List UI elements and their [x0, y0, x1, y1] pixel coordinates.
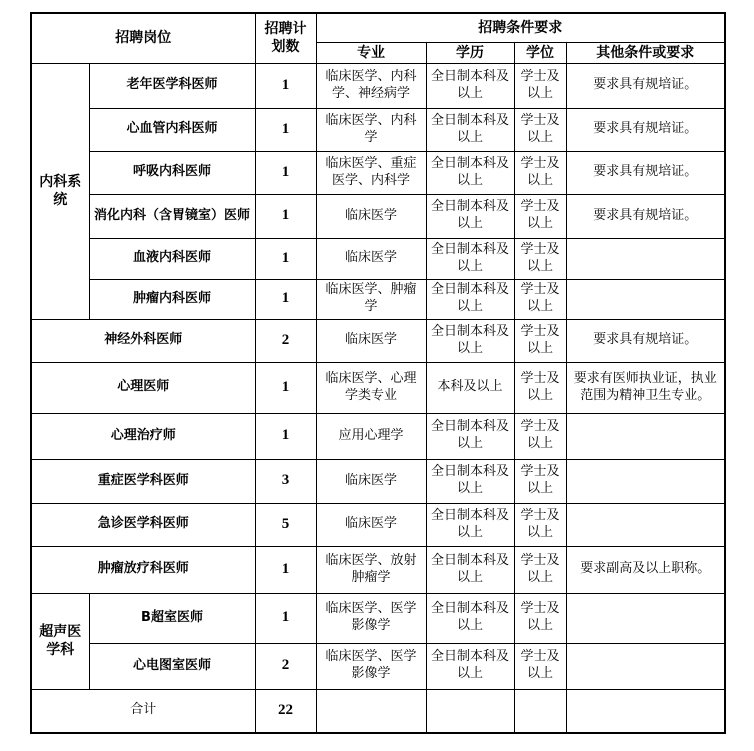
education-cell: 全日制本科及以上: [426, 413, 514, 459]
plan-count-cell: 1: [255, 546, 316, 593]
header-degree: 学位: [514, 42, 566, 63]
education-cell: 全日制本科及以上: [426, 593, 514, 643]
major-cell: 临床医学、放射肿瘤学: [316, 546, 426, 593]
position-cell: 神经外科医师: [31, 319, 255, 362]
plan-count-cell: 1: [255, 108, 316, 151]
degree-cell: 学士及以上: [514, 503, 566, 546]
degree-cell: 学士及以上: [514, 63, 566, 108]
plan-count-cell: 1: [255, 413, 316, 459]
empty-cell: [426, 689, 514, 733]
empty-cell: [514, 689, 566, 733]
plan-count-cell: 1: [255, 151, 316, 194]
major-cell: 临床医学: [316, 459, 426, 503]
position-cell: 心血管内科医师: [89, 108, 255, 151]
table-row: [31, 459, 725, 503]
other-cell: [566, 593, 725, 643]
position-cell: 急诊医学科医师: [31, 503, 255, 546]
major-cell: 临床医学: [316, 238, 426, 279]
degree-cell: 学士及以上: [514, 362, 566, 413]
major-cell: 临床医学: [316, 194, 426, 238]
other-cell: [566, 459, 725, 503]
empty-cell: [316, 689, 426, 733]
recruitment-table: [30, 12, 726, 734]
other-cell: 要求具有规培证。: [566, 63, 725, 108]
table-row: [31, 238, 725, 279]
position-cell: 血液内科医师: [89, 238, 255, 279]
table-row: [31, 362, 725, 413]
education-cell: 全日制本科及以上: [426, 546, 514, 593]
other-cell: 要求具有规培证。: [566, 108, 725, 151]
degree-cell: 学士及以上: [514, 238, 566, 279]
group-label-internal-medicine: 内科系统: [31, 63, 89, 319]
degree-cell: 学士及以上: [514, 108, 566, 151]
header-education: 学历: [426, 42, 514, 63]
education-cell: 全日制本科及以上: [426, 194, 514, 238]
degree-cell: 学士及以上: [514, 151, 566, 194]
table-row: [31, 643, 725, 689]
table-row: [31, 546, 725, 593]
degree-cell: 学士及以上: [514, 643, 566, 689]
plan-count-cell: 2: [255, 643, 316, 689]
degree-cell: 学士及以上: [514, 194, 566, 238]
position-cell: 心理治疗师: [31, 413, 255, 459]
table-row: [31, 108, 725, 151]
degree-cell: 学士及以上: [514, 413, 566, 459]
recruitment-table-container: [30, 12, 724, 732]
position-cell: B超室医师: [89, 593, 255, 643]
plan-count-cell: 5: [255, 503, 316, 546]
education-cell: 全日制本科及以上: [426, 63, 514, 108]
table-row: [31, 194, 725, 238]
degree-cell: 学士及以上: [514, 319, 566, 362]
degree-cell: 学士及以上: [514, 546, 566, 593]
major-cell: 临床医学: [316, 319, 426, 362]
education-cell: 全日制本科及以上: [426, 279, 514, 319]
education-cell: 全日制本科及以上: [426, 108, 514, 151]
table-row: [31, 63, 725, 108]
education-cell: 全日制本科及以上: [426, 238, 514, 279]
header-position: 招聘岗位: [31, 13, 255, 63]
major-cell: 临床医学、心理学类专业: [316, 362, 426, 413]
position-cell: 消化内科（含胃镜室）医师: [89, 194, 255, 238]
degree-cell: 学士及以上: [514, 279, 566, 319]
other-cell: 要求副高及以上职称。: [566, 546, 725, 593]
position-cell: 肿瘤内科医师: [89, 279, 255, 319]
table-row: [31, 413, 725, 459]
table-row: [31, 279, 725, 319]
other-cell: [566, 279, 725, 319]
education-cell: 全日制本科及以上: [426, 319, 514, 362]
plan-count-cell: 1: [255, 194, 316, 238]
table-row: [31, 319, 725, 362]
position-cell: 重症医学科医师: [31, 459, 255, 503]
position-cell: 肿瘤放疗科医师: [31, 546, 255, 593]
table-row: [31, 151, 725, 194]
major-cell: 临床医学、内科学、神经病学: [316, 63, 426, 108]
total-label-cell: 合计: [31, 689, 255, 733]
other-cell: 要求具有规培证。: [566, 151, 725, 194]
education-cell: 全日制本科及以上: [426, 459, 514, 503]
header-plan-count: 招聘计划数: [255, 13, 316, 63]
other-cell: 要求具有规培证。: [566, 319, 725, 362]
plan-count-cell: 3: [255, 459, 316, 503]
other-cell: [566, 643, 725, 689]
total-value-cell: 22: [255, 689, 316, 733]
other-cell: 要求具有规培证。: [566, 194, 725, 238]
plan-count-cell: 1: [255, 238, 316, 279]
position-cell: 心电图室医师: [89, 643, 255, 689]
table-row: [31, 593, 725, 643]
other-cell: 要求有医师执业证，执业范围为精神卫生专业。: [566, 362, 725, 413]
education-cell: 全日制本科及以上: [426, 503, 514, 546]
plan-count-cell: 2: [255, 319, 316, 362]
education-cell: 全日制本科及以上: [426, 151, 514, 194]
education-cell: 本科及以上: [426, 362, 514, 413]
major-cell: 临床医学、医学影像学: [316, 593, 426, 643]
other-cell: [566, 503, 725, 546]
header-other: 其他条件或要求: [566, 42, 725, 63]
position-cell: 呼吸内科医师: [89, 151, 255, 194]
position-cell: 老年医学科医师: [89, 63, 255, 108]
major-cell: 临床医学、重症医学、内科学: [316, 151, 426, 194]
plan-count-cell: 1: [255, 593, 316, 643]
other-cell: [566, 413, 725, 459]
major-cell: 临床医学、内科学: [316, 108, 426, 151]
header-conditions: 招聘条件要求: [316, 13, 725, 42]
plan-count-cell: 1: [255, 63, 316, 108]
group-label-ultrasound: 超声医学科: [31, 593, 89, 689]
total-row: [31, 689, 725, 733]
position-cell: 心理医师: [31, 362, 255, 413]
plan-count-cell: 1: [255, 362, 316, 413]
header-major: 专业: [316, 42, 426, 63]
degree-cell: 学士及以上: [514, 593, 566, 643]
major-cell: 临床医学、肿瘤学: [316, 279, 426, 319]
major-cell: 临床医学、医学影像学: [316, 643, 426, 689]
degree-cell: 学士及以上: [514, 459, 566, 503]
table-row: [31, 503, 725, 546]
other-cell: [566, 238, 725, 279]
education-cell: 全日制本科及以上: [426, 643, 514, 689]
major-cell: 应用心理学: [316, 413, 426, 459]
empty-cell: [566, 689, 725, 733]
plan-count-cell: 1: [255, 279, 316, 319]
major-cell: 临床医学: [316, 503, 426, 546]
